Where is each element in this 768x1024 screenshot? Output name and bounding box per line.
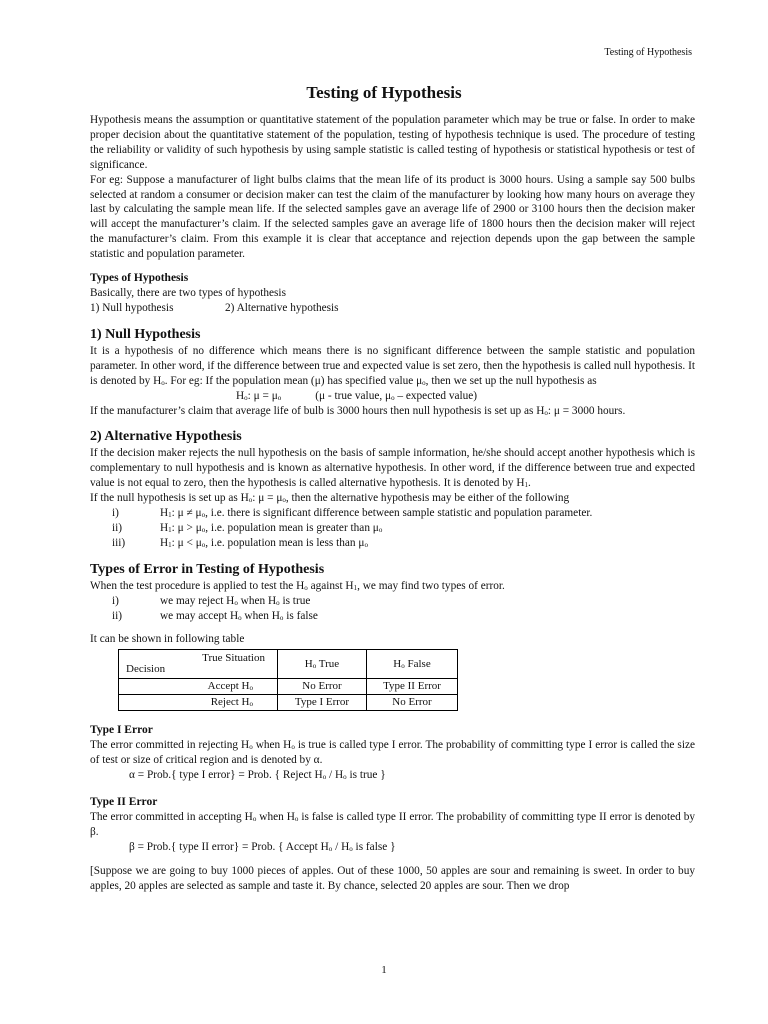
example-paragraph: For eg: Suppose a manufacturer of light bulbs claims that the mean life of its product is 3000 hours. Using a sample say 500 bulbs selected at random a consumer or decision maker can test the claim of the manufacturer by looking how many hours on average they last by calculating the sample mean life. If the selected samples gave an average life of 2900 or 3100 hours then the decision maker will accept the manufacturer’s claim. If the selected samples gave an average life of 1800 hours then the decision maker will reject the manufacturer’s claim. From this example it is clear that acceptance and rejection depends upon the gap between the sample statistic and population parameter. [90,173,695,261]
alternative-paragraph: If the decision maker rejects the null hypothesis on the basis of sample information, he/she should accept another hypothesis which is complementary to null hypothesis and is known as alternative hypothesis. In other word, if the difference between true and expected value is not equal to zero, then the hypothesis is called alternative hypothesis. It is denoted by $H_1$. [90,447,695,490]
null-example: If the manufacturer’s claim that average life of bulb is 3000 hours then null hypothesis is set up as $H_o$: μ = 3000 hours. [90,404,626,417]
types-heading: Types of Hypothesis [90,272,189,285]
type2-paragraph: The error committed in accepting $H_o$ when $H_o$ is false is called type II error. The probability of committing type II error is denoted by β. [90,810,695,838]
error-table [118,649,458,711]
list-item: ii) we may accept $H_o$ when $H_o$ is false [112,609,318,622]
table-header-cell: True Situation Decision [119,650,278,679]
list-item: iii) $H_1$: $\mu < \mu_o$, i.e. population mean is less than $\mu_o$ [112,536,368,549]
errors-paragraph: When the test procedure is applied to test the $H_o$ against $H_1$, we may find two types of error. [90,579,505,592]
table-row: Reject $H_o$ Type I Error No Error [119,695,458,711]
null-heading: 1) Null Hypothesis [90,326,201,342]
type2-equation: β = Prob.{ type II error} = Prob. { Accept $H_o / H_o$ is false } [129,840,396,853]
null-paragraph: It is a hypothesis of no difference which means there is no significant difference between the sample statistic and population parameter. In other word, if the difference between true and expected value is set zero, then the hypothesis is called null hypothesis. It is denoted by $H_o$. For eg: If the population mean (μ) has specified value $\mu_o$, then we set up the null hypothesis as [90,344,695,387]
document-body [90,113,695,893]
types-line: Basically, there are two types of hypothesis [90,287,286,300]
page-title: Testing of Hypothesis [306,83,462,102]
errors-heading: Types of Error in Testing of Hypothesis [90,561,325,577]
page-number: 1 [381,964,387,976]
table-intro: It can be shown in following table [90,633,245,646]
list-item: ii) $H_1$: $\mu > \mu_o$, i.e. population mean is greater than $\mu_o$ [112,521,383,534]
list-item: i) $H_1$: $\mu \ne \mu_o$, i.e. there is significant difference between sample statistic and population parameter. [112,507,593,520]
type1-equation: α = Prob.{ type I error} = Prob. { Reject $H_o / H_o$ is true } [129,769,386,781]
table-row: Accept $H_o$ No Error Type II Error [119,679,458,695]
types-item-alternative: 2) Alternative hypothesis [225,301,339,314]
col-header-h0-false: $H_o$ False [367,650,458,679]
alternative-heading: 2) Alternative Hypothesis [90,429,242,445]
running-header: Testing of Hypothesis [604,47,692,58]
type1-paragraph: The error committed in rejecting $H_o$ when $H_o$ is true is called type I error. The probability of committing type I error is called the size of test or size of critical region and is denoted by α. [90,739,695,767]
null-equation: $H_o$: $\mu = \mu_o$ (μ - true value, $\mu_o$ – expected value) [236,389,478,402]
types-item-null: 1) Null hypothesis [90,301,174,314]
type2-heading: Type II Error [90,795,158,808]
type1-heading: Type I Error [90,724,153,737]
list-item: i) we may reject $H_o$ when $H_o$ is true [112,594,311,607]
intro-paragraph: Hypothesis means the assumption or quantitative statement of the population parameter which may be true or false. In order to make proper decision about the quantitative statement of the population, testing of hypothesis technique is used. The procedure of testing the reliability or validity of such hypothesis by using sample statistic is called testing of hypothesis or statistical hypothesis or test of significance. [90,114,695,171]
closing-paragraph: [Suppose we are going to buy 1000 pieces of apples. Out of these 1000, 50 apples are sour and remaining is sweet. In order to buy apples, 20 apples are selected as sample and taste it. By chance, selected 20 apples are sour. Then we drop [90,864,695,892]
types-list [90,301,695,316]
alternative-setup: If the null hypothesis is set up as $H_o$: $\mu = \mu_o$, then the alternative hypothesis may be either of the following [90,492,570,505]
col-header-h0-true: $H_o$ True [278,650,367,679]
